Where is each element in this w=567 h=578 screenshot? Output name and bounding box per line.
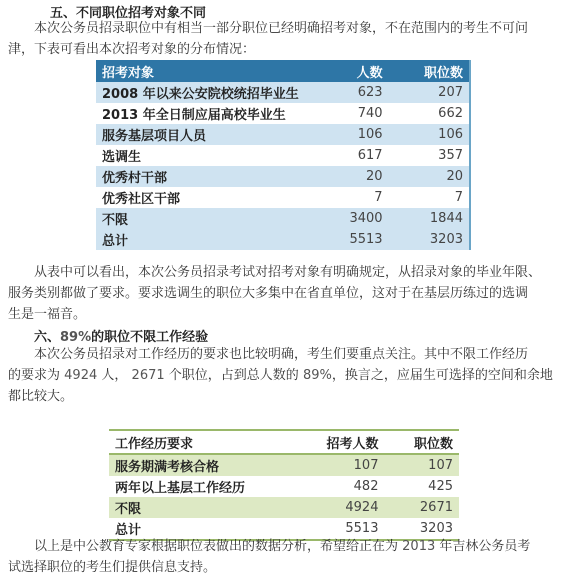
table-row [96, 82, 470, 103]
header-target: 招考对象 [96, 60, 318, 82]
row-count: 4924 [291, 497, 384, 518]
row-positions: 7 [389, 187, 470, 208]
table-header-row [109, 430, 459, 454]
section-6-paragraph [8, 344, 563, 407]
section-6-line-2 [8, 365, 563, 386]
row-label: 选调生 [96, 145, 318, 166]
table-row [96, 208, 470, 229]
heading-percent: 89% [60, 330, 92, 345]
closing-line-2: 试选择职位的考生们提供信息支持。 [8, 560, 217, 575]
row-count: 617 [318, 145, 389, 166]
text-part: 人， [101, 368, 128, 383]
analysis-line-3: 生是一福音。 [8, 307, 87, 322]
row-count: 7 [318, 187, 389, 208]
section-6-line-3: 都比较大。 [8, 389, 74, 404]
header-positions: 职位数 [384, 430, 459, 454]
row-positions: 3203 [384, 518, 459, 540]
table-total-row [96, 229, 470, 250]
heading-prefix: 六、 [34, 330, 61, 345]
row-label: 总计 [109, 518, 291, 540]
row-label: 总计 [96, 229, 318, 250]
table-row [109, 454, 459, 476]
analysis-line-1: 从表中可以看出，本次公务员招录考试对招考对象有明确规定，从招录对象的毕业年限、 [34, 265, 542, 280]
row-label: 两年以上基层工作经历 [109, 476, 291, 497]
header-experience: 工作经历要求 [109, 430, 291, 454]
recruitment-target-table [96, 60, 471, 250]
row-positions: 106 [389, 124, 470, 145]
section-5-intro [8, 18, 563, 60]
row-count: 482 [291, 476, 384, 497]
analysis-paragraph [8, 262, 563, 325]
row-label: 2013 年全日制应届高校毕业生 [96, 103, 318, 124]
row-positions: 1844 [389, 208, 470, 229]
table-row [96, 124, 470, 145]
text-part: 个职位，占到总人数的 [168, 368, 299, 383]
row-positions: 425 [384, 476, 459, 497]
text-part: 以上是中公教育专家根据职位表做出的数据分析，希望给正在为 [34, 539, 399, 554]
row-count: 5513 [318, 229, 389, 250]
work-experience-table [109, 429, 459, 541]
row-positions: 2671 [384, 497, 459, 518]
number-89pct: 89% [302, 368, 332, 383]
table-row [96, 103, 470, 124]
header-positions: 职位数 [389, 60, 470, 82]
intro-line-2: 津，下表可看出本次招考对象的分布情况： [8, 42, 256, 57]
number-2671: 2671 [131, 368, 165, 383]
text-part: ，换言之，应届生可选择的空间和余地 [331, 368, 553, 383]
row-positions: 20 [389, 166, 470, 187]
row-count: 106 [318, 124, 389, 145]
row-label: 服务期满考核合格 [109, 454, 291, 476]
row-positions: 357 [389, 145, 470, 166]
row-positions: 662 [389, 103, 470, 124]
text-part: 年吉林公务员考 [439, 539, 531, 554]
row-count: 623 [318, 82, 389, 103]
year-2013: 2013 [402, 539, 436, 554]
table-row [109, 497, 459, 518]
row-label: 优秀社区干部 [96, 187, 318, 208]
row-count: 3400 [318, 208, 389, 229]
number-4924: 4924 [64, 368, 98, 383]
row-label: 服务基层项目人员 [96, 124, 318, 145]
header-count: 人数 [318, 60, 389, 82]
row-label: 不限 [109, 497, 291, 518]
row-label: 2008 年以来公安院校统招毕业生 [96, 82, 318, 103]
row-positions: 3203 [389, 229, 470, 250]
heading-suffix: 的职位不限工作经验 [91, 330, 209, 345]
table-row [96, 145, 470, 166]
row-label: 不限 [96, 208, 318, 229]
text-part: 的要求为 [8, 368, 61, 383]
table-row [96, 187, 470, 208]
row-count: 20 [318, 166, 389, 187]
row-positions: 207 [389, 82, 470, 103]
row-label: 优秀村干部 [96, 166, 318, 187]
closing-paragraph [8, 536, 563, 578]
section-6-line-1: 本次公务员招录对工作经历的要求也比较明确，考生们要重点关注。其中不限工作经历 [34, 347, 529, 362]
row-count: 5513 [291, 518, 384, 540]
header-applicants: 招考人数 [291, 430, 384, 454]
section-6-heading [34, 326, 208, 345]
table-row [96, 166, 470, 187]
row-positions: 107 [384, 454, 459, 476]
analysis-line-2: 服务类别都做了要求。要求选调生的职位大多集中在省直单位，这对于在基层历练过的选调 [8, 286, 529, 301]
table-header-row [96, 60, 470, 82]
row-count: 107 [291, 454, 384, 476]
table-row [109, 476, 459, 497]
section-5-heading: 五、不同职位招考对象不同 [50, 6, 207, 21]
row-count: 740 [318, 103, 389, 124]
closing-line-1 [8, 536, 563, 557]
intro-line-1: 本次公务员招录职位中有相当一部分职位已经明确招考对象，不在范围内的考生不可问 [34, 21, 529, 36]
